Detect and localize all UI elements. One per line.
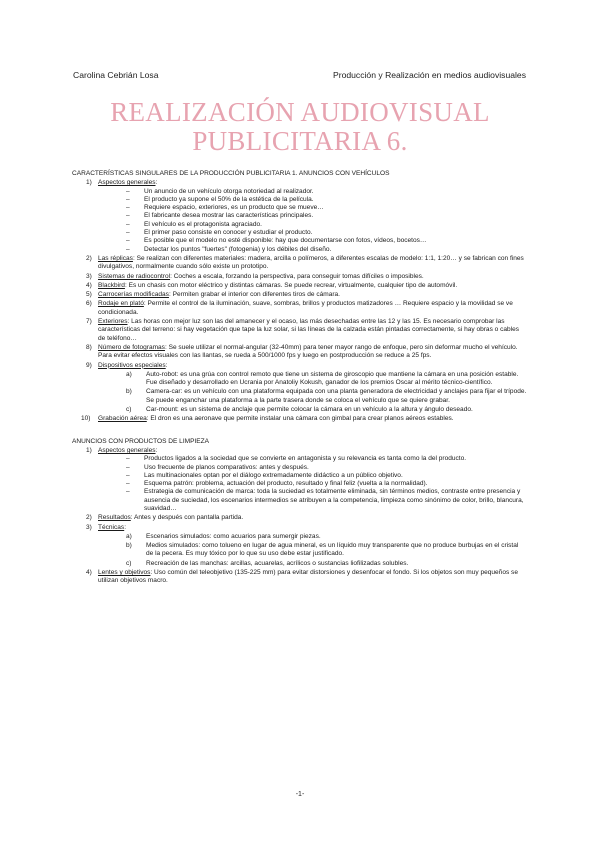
title-line-1: REALIZACIÓN AUDIOVISUAL [110,97,490,127]
bullet-text: Productos ligados a la sociedad que se convierte en antagonista y su relevancia es tanta como la del producto. [144,455,467,463]
list-item [72,514,527,522]
item-body [98,300,527,317]
page-header [73,70,526,80]
bullet-item [126,455,527,463]
sub-item [126,371,527,388]
bullet-item [126,212,527,220]
sub-letter: c) [126,559,132,567]
item-number: 5) [86,291,92,299]
item-label: Grabación aérea [98,415,147,423]
item-label: Las réplicas [98,254,133,262]
list-item [72,318,527,343]
item-body [98,344,527,361]
item-label: Resultados [98,514,131,522]
bullet-dash-icon: – [126,471,130,479]
item-text: : [155,179,158,187]
list-item [72,179,527,187]
item-text: : Permite el control de la iluminación, suave, sombras, brillos y productos matizadores … Requiere espacio y la movilidad se ve condicionada. [98,300,513,316]
header-course: Producción y Realización en medios audiovisuales [333,70,526,80]
bullet-item [126,472,527,480]
bullet-dash-icon: – [126,212,130,220]
bullet-text: El fabricante desea mostrar las características principales. [144,212,314,220]
item-label: Sistemas de radiocontrol [98,272,171,280]
item-label: Exteriores [98,318,128,326]
item-text: : [124,523,127,531]
item-text: : Permiten grabar el interior con diferentes tiros de cámara. [168,291,340,299]
list-item [72,282,527,290]
bullet-dash-icon: – [126,455,130,463]
item-body [98,524,527,532]
sub-text: Escenarios simulados: como acuarios para sumergir piezas. [146,532,321,540]
item-body [98,255,527,272]
item-text: : Uso común del teleobjetivo (135-225 mm) para evitar distorsiones y desenfocar el fondo. Si los objetos son muy pequeños se utilizan objetivos macro. [98,569,518,585]
section-2-heading: ANUNCIOS CON PRODUCTOS DE LIMPIEZA [72,437,210,445]
bullet-item [126,464,527,472]
bullet-item [126,188,527,196]
sub-item [126,542,527,559]
item-text: : Se realizan con diferentes materiales: madera, arcilla o polímeros, a diferentes escalas de modelo: 1:1, 1:20… y se fabrican con fines divulgativos, normalmente cuando sólo existe un prototipo. [98,254,524,271]
list-item [72,273,527,281]
bullet-dash-icon: – [126,480,130,488]
item-body [98,273,527,281]
item-label: Carrocerías modificadas [98,291,169,299]
item-number: 2) [86,514,92,522]
item-body [98,318,527,343]
item-number: 7) [86,318,92,326]
bullet-text: Uso frecuente de planos comparativos: antes y después. [144,463,309,471]
list-item [72,344,527,361]
item-number: 1) [86,179,92,187]
item-label: Aspectos generales [98,179,156,187]
sub-letter: b) [126,388,132,396]
item-body [98,447,527,455]
sub-letter: c) [126,406,132,414]
item-number: 4) [86,569,92,577]
bullet-item [126,488,527,513]
item-label: Número de fotogramas [98,343,165,351]
list-item [72,447,527,455]
list-item [72,569,527,586]
bullet-item [126,221,527,229]
item-text: : Antes y después con pantalla partida. [130,514,244,522]
item-text: : [165,361,168,369]
bullet-dash-icon: – [126,187,130,195]
bullet-dash-icon: – [126,463,130,471]
item-number: 3) [86,272,92,280]
document-title [0,98,600,156]
item-number: 3) [86,523,92,531]
sub-letter: a) [126,370,132,378]
item-number: 1) [86,446,92,454]
section-1-heading: CARACTERÍSTICAS SINGULARES DE LA PRODUCCIÓN PUBLICITARIA 1. ANUNCIOS CON VEHÍCULOS [72,170,390,177]
bullet-dash-icon: – [126,204,130,212]
sub-list [98,371,527,414]
bullet-text: Las multinacionales optan por el diálogo extremadamente didáctico a un público objetivo. [144,471,403,479]
item-label: Dispositivos especiales [98,361,166,369]
item-body [98,362,527,370]
list-item [72,255,527,272]
item-number: 2) [86,254,92,262]
item-label: Técnicas [98,523,125,531]
page-number: -1- [295,791,305,798]
bullet-text: Es posible que el modelo no esté disponible: hay que documentarse con fotos, vídeos, bocetos… [144,237,427,245]
header-author: Carolina Cebrián Losa [73,70,159,80]
item-body [98,569,527,586]
bullet-item [126,246,527,254]
item-label: Rodaje en plató [98,300,144,308]
item-body [98,514,527,522]
bullet-dash-icon: – [126,220,130,228]
bullet-text: El vehículo es el protagonista agraciado. [144,220,262,228]
item-text: : [155,446,158,454]
sub-text: Medios simulados: como tolueno en lugar de agua mineral, es un líquido muy transparente que no produce burbujas en el cristal de la pecera. Es muy tóxico por lo que su uso debe estar justificado. [146,542,519,558]
sub-item [126,406,527,414]
sub-text: Auto-robot: es una grúa con control remoto que tiene un sistema de giroscopio que mantiene la cámara en una posición estable. Fue diseñado y desarrollado en Ucrania por Anatoliy Kokush, ganador de los premios Oscar al mérito técnico-científico. [146,370,519,387]
bullet-text: Estrategia de comunicación de marca: toda la suciedad es totalmente eliminada, sin términos medios, contraste entre presencia y ausencia de suciedad, los escenarios intermedios se atribuyen a la competencia, limpieza como sinónimo de color, brillo, blancura, suavidad… [144,488,524,512]
bullet-text: El producto ya supone el 50% de la estética de la película. [144,195,314,203]
title-line-2: PUBLICITARIA 6. [192,126,408,156]
bullet-dash-icon: – [126,488,130,496]
section-1-list [72,179,527,423]
bullet-item [126,237,527,245]
document-body [72,170,527,586]
bullet-text: Requiere espacio, exteriores, es un producto que se mueve… [144,204,324,212]
bullet-dash-icon: – [126,195,130,203]
sub-text: Camera-car: es un vehículo con una plataforma equipada con una planta generadora de electricidad y anclajes para fijar el trípode. Se puede enganchar una plataforma a la parte trasera donde se coloca el vehículo que se quiere grabar. [146,388,527,404]
item-number: 8) [86,343,92,351]
item-number: 10) [81,415,91,423]
sub-letter: a) [126,532,132,540]
item-text: : Se suele utilizar el normal-angular (32-40mm) para tener mayor rango de enfoque, pero sin deformar mucho el vehículo. Para evitar efectos visuales con las llantas, se rueda a 500/1000 fps y luego en postproducción se reduce a 25 fps. [98,343,518,360]
item-number: 4) [86,281,92,289]
bullet-text: Esquema patrón: problema, actuación del producto, resultado y final feliz (vuelta a la normalidad). [144,480,428,488]
bullet-dash-icon: – [126,237,130,245]
list-item [72,291,527,299]
item-label: Blackbird [98,281,125,289]
item-body [98,415,527,423]
bullet-item [126,196,527,204]
list-item [72,300,527,317]
item-text: : Coches a escala, forzando la perspectiva, para conseguir tomas difíciles o imposibles. [170,272,424,280]
bullet-item [126,204,527,212]
item-text: : El dron es una aeronave que permite instalar una cámara con gimbal para crear planos aéreos estables. [146,415,454,423]
sub-item [126,560,527,568]
sub-item [126,533,527,541]
item-body [98,179,527,187]
item-body [98,282,527,290]
bullet-dash-icon: – [126,229,130,237]
list-item [72,415,527,423]
bullet-text: Un anuncio de un vehículo otorga notoriedad al realizador. [144,187,314,195]
sub-text: Car-mount: es un sistema de anclaje que permite colocar la cámara en un vehículo a la altura y ángulo deseado. [146,406,473,414]
item-body [98,291,527,299]
sub-item [126,388,527,405]
item-number: 6) [86,300,92,308]
bullet-dash-icon: – [126,245,130,253]
bullet-text: El primer paso consiste en conocer y estudiar el producto. [144,229,313,237]
bullet-item [126,229,527,237]
list-item [72,362,527,370]
item-label: Lentes y objetivos [98,569,151,577]
sub-list [98,533,527,568]
item-label: Aspectos generales [98,446,156,454]
item-text: : Las horas con mejor luz son las del amanecer y el ocaso, las más desechadas entre las 12 y las 15. Es necesario comprobar las características del terreno: si hay vegetación que tape la luz solar, si las líneas de la calzada están pintadas correctamente, si hay obras o cables de teléfono… [98,318,520,342]
section-2-list [72,447,527,586]
list-item [72,524,527,532]
sub-letter: b) [126,542,132,550]
item-text: : Es un chasis con motor eléctrico y distintas cámaras. Se puede recrear, virtualmente, cualquier tipo de automóvil. [124,281,458,289]
sub-text: Recreación de las manchas: arcillas, acuarelas, acrílicos o sustancias liofilizadas solubles. [146,559,409,567]
bullet-item [126,480,527,488]
bullet-text: Detectar los puntos "fuertes" (fotogenia) y los débiles del diseño. [144,245,332,253]
item-number: 9) [86,361,92,369]
